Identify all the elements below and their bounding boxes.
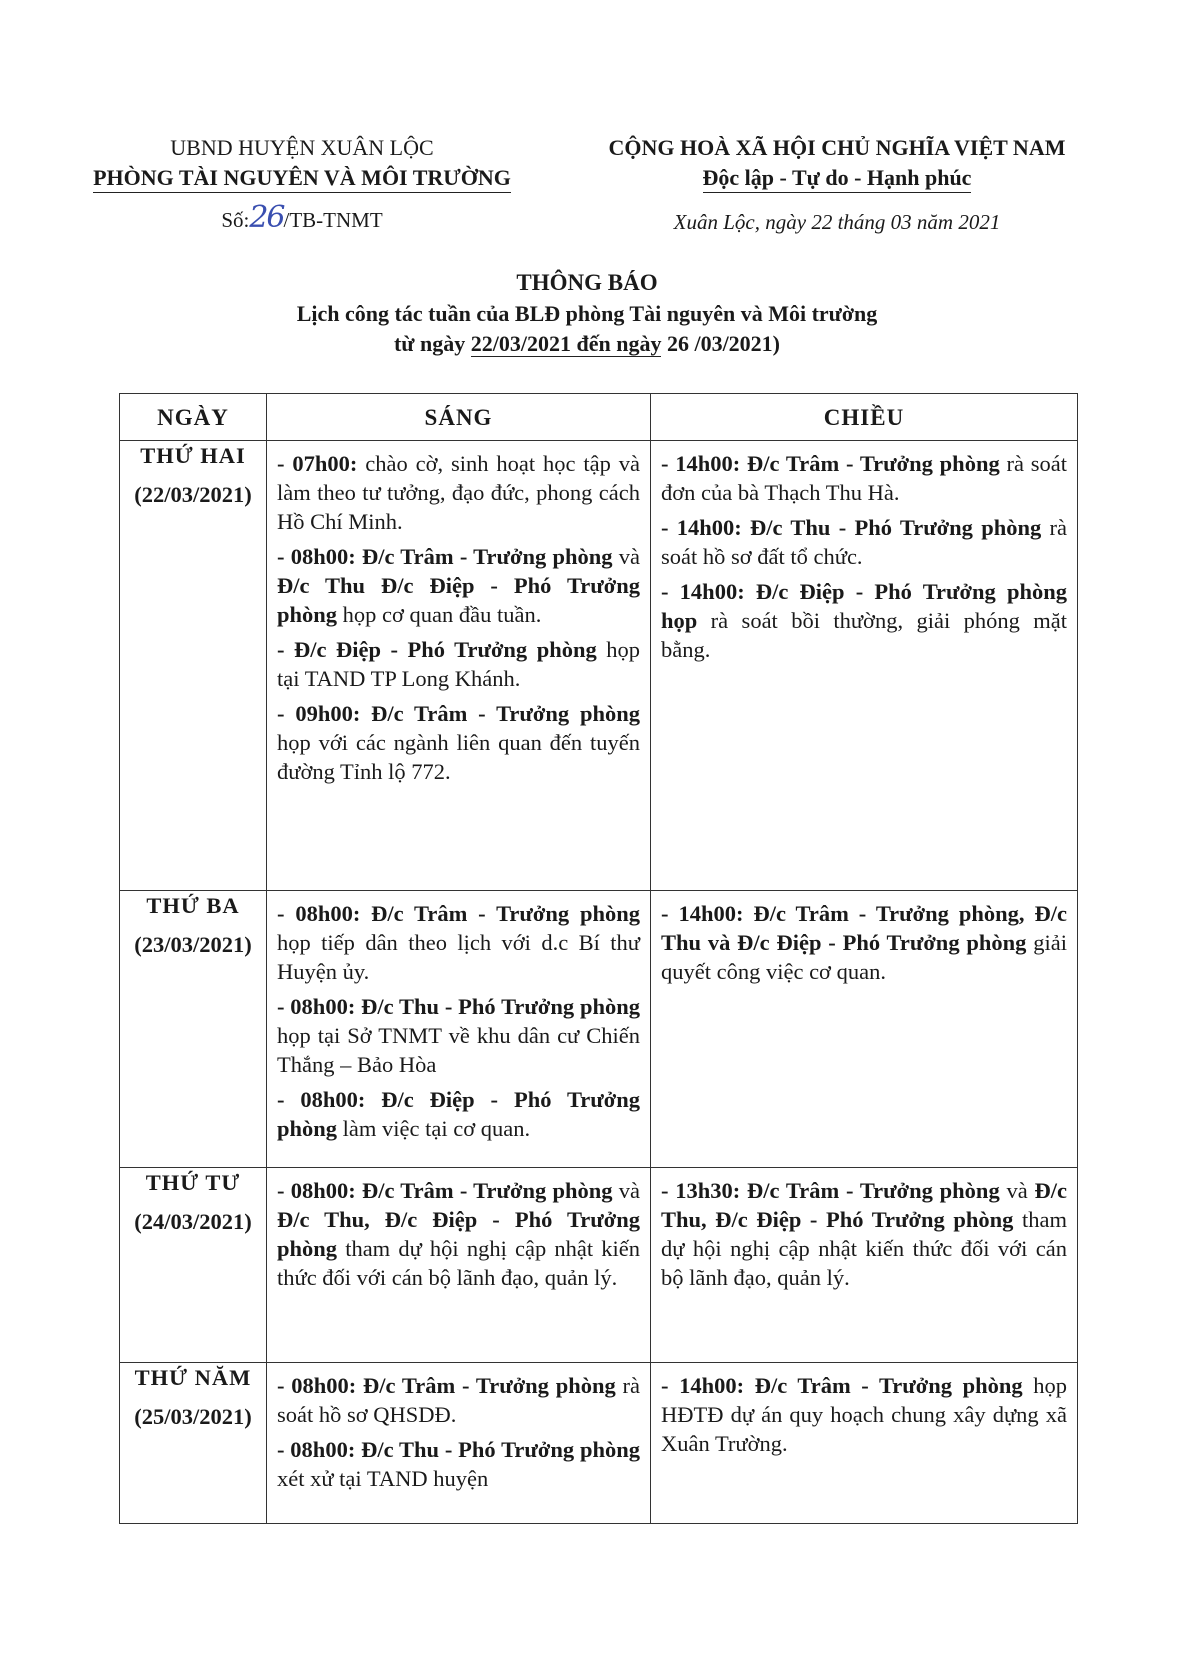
place-date: Xuân Lộc, ngày 22 tháng 03 năm 2021	[673, 210, 1001, 234]
document-subtitle: Lịch công tác tuần của BLĐ phòng Tài nguyên và Môi trường	[296, 301, 878, 326]
motto-line: Độc lập - Tự do - Hạnh phúc	[562, 163, 1112, 193]
schedule-entry: - 09h00: Đ/c Trâm - Trưởng phòng họp với các ngành liên quan đến tuyến đường Tỉnh lộ 772.	[277, 701, 640, 784]
table-row	[120, 891, 1078, 1168]
schedule-entry: - 14h00: Đ/c Trâm - Trưởng phòng họp HĐTĐ dự án quy hoạch chung xây dựng xã Xuân Trường.	[661, 1373, 1068, 1456]
date-range: từ ngày 22/03/2021 đến ngày 26 /03/2021)	[393, 331, 781, 356]
morning-cell	[267, 1363, 651, 1524]
schedule-entry: - Đ/c Điệp - Phó Trưởng phòng họp tại TAND TP Long Khánh.	[277, 637, 640, 691]
table-row	[120, 441, 1078, 891]
country-name: CỘNG HOÀ XÃ HỘI CHỦ NGHĨA VIỆT NAM	[608, 135, 1066, 160]
schedule-entry: - 08h00: Đ/c Trâm - Trưởng phòng họp tiếp dân theo lịch với d.c Bí thư Huyện ủy.	[277, 901, 640, 984]
schedule-entry: - 14h00: Đ/c Điệp - Phó Trưởng phòng họp rà soát bồi thường, giải phóng mặt bằng.	[661, 579, 1067, 662]
schedule-entry: - 14h00: Đ/c Trâm - Trưởng phòng, Đ/c Thu và Đ/c Điệp - Phó Trưởng phòng giải quyết công việc cơ quan.	[661, 901, 1067, 984]
morning-cell	[267, 891, 651, 1168]
morning-cell	[267, 1168, 651, 1363]
national-heading	[562, 133, 1112, 237]
schedule-entry: - 08h00: Đ/c Trâm - Trưởng phòng và Đ/c Thu Đ/c Điệp - Phó Trưởng phòng họp cơ quan đầu tuần.	[277, 544, 640, 627]
day-cell: THỨ BA (23/03/2021)	[120, 891, 267, 1168]
afternoon-cell	[651, 1168, 1078, 1363]
schedule-entry: - 14h00: Đ/c Thu - Phó Trưởng phòng rà soát hồ sơ đất tổ chức.	[661, 515, 1068, 569]
issuer-department: PHÒNG TÀI NGUYÊN VÀ MÔI TRƯỜNG	[62, 163, 542, 193]
header-day: NGÀY	[120, 394, 267, 441]
issuer-district: UBND HUYỆN XUÂN LỘC	[170, 135, 434, 160]
table-row	[120, 1168, 1078, 1363]
table-row	[120, 1363, 1078, 1524]
afternoon-cell	[651, 891, 1078, 1168]
schedule-entry: - 07h00: chào cờ, sinh hoạt học tập và làm theo tư tưởng, đạo đức, phong cách Hồ Chí Minh.	[277, 451, 640, 534]
day-cell: THỨ NĂM (25/03/2021)	[120, 1363, 267, 1524]
schedule-entry: - 08h00: Đ/c Thu - Phó Trưởng phòng xét xử tại TAND huyện	[277, 1437, 640, 1491]
handwritten-number: 26	[249, 200, 284, 235]
day-cell: THỨ TƯ (24/03/2021)	[120, 1168, 267, 1363]
day-cell: THỨ HAI (22/03/2021)	[120, 441, 267, 891]
document-title-block	[62, 267, 1112, 359]
table-header-row	[120, 394, 1078, 441]
header-morning: SÁNG	[267, 394, 651, 441]
afternoon-cell	[651, 1363, 1078, 1524]
schedule-entry: - 14h00: Đ/c Trâm - Trưởng phòng rà soát đơn của bà Thạch Thu Hà.	[661, 451, 1067, 505]
schedule-table	[119, 393, 1078, 1524]
schedule-entry: - 08h00: Đ/c Điệp - Phó Trưởng phòng làm việc tại cơ quan.	[277, 1087, 640, 1141]
header-afternoon: CHIỀU	[651, 394, 1078, 441]
issuer-block	[62, 133, 542, 235]
schedule-entry: - 08h00: Đ/c Trâm - Trưởng phòng và Đ/c Thu, Đ/c Điệp - Phó Trưởng phòng tham dự hội nghị cập nhật kiến thức đối với cán bộ lãnh đạo, quản lý.	[277, 1178, 640, 1290]
afternoon-cell	[651, 441, 1078, 891]
document-title: THÔNG BÁO	[516, 270, 658, 295]
schedule-entry: - 13h30: Đ/c Trâm - Trưởng phòng và Đ/c Thu, Đ/c Điệp - Phó Trưởng phòng tham dự hội nghị cập nhật kiến thức đối với cán bộ lãnh đạo, quản lý.	[661, 1178, 1067, 1290]
schedule-entry: - 08h00: Đ/c Trâm - Trưởng phòng rà soát hồ sơ QHSDĐ.	[277, 1373, 640, 1427]
schedule-entry: - 08h00: Đ/c Thu - Phó Trưởng phòng họp tại Sở TNMT về khu dân cư Chiến Thắng – Bảo Hòa	[277, 994, 640, 1077]
document-number: Số:26/TB-TNMT	[221, 200, 383, 235]
morning-cell	[267, 441, 651, 891]
